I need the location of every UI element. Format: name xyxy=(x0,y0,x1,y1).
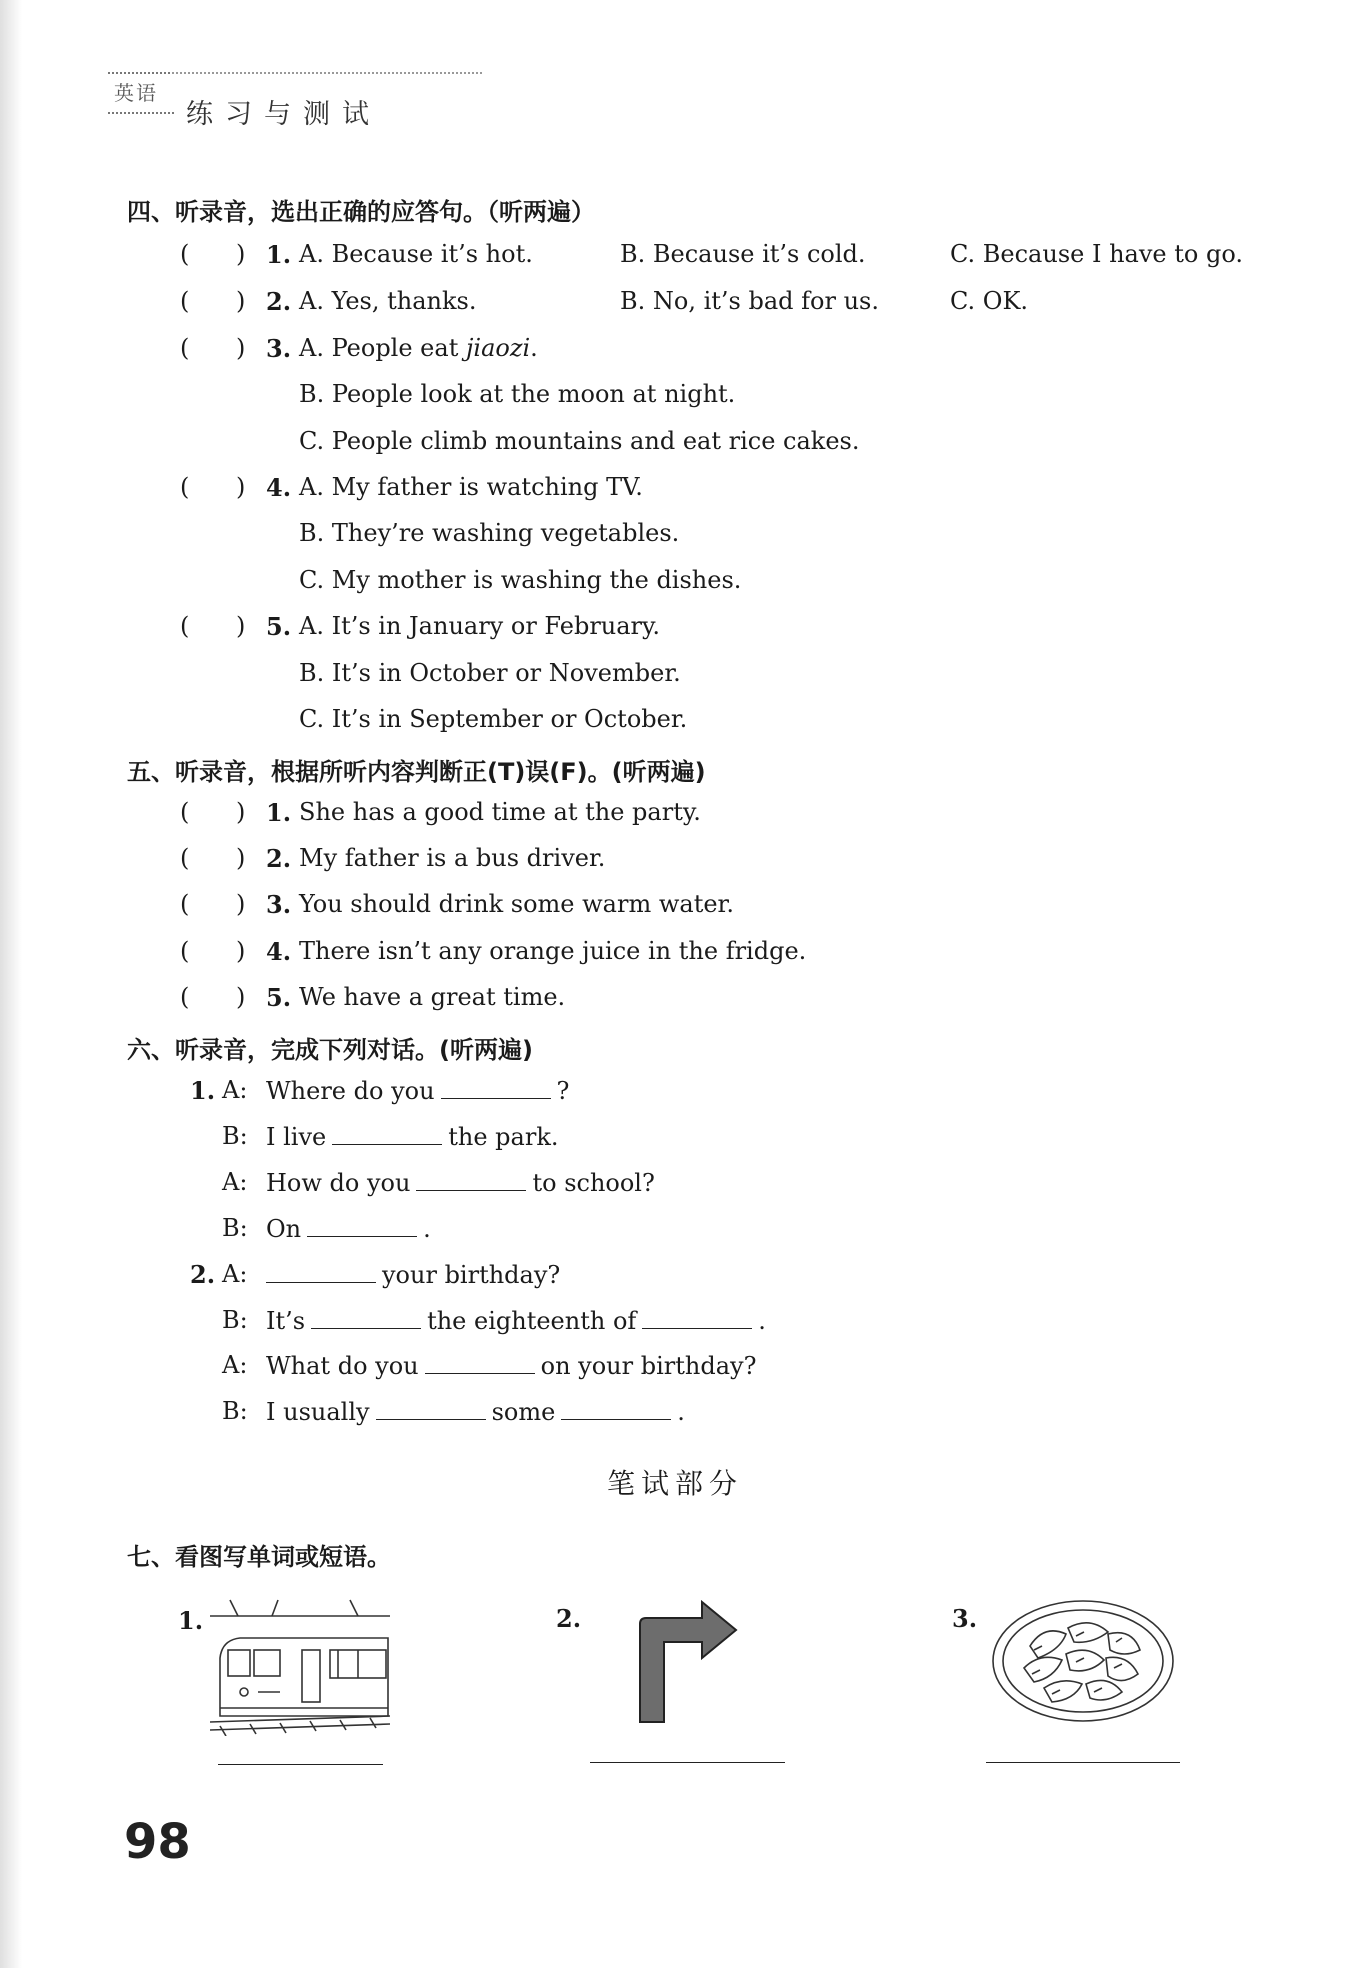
option-c: C. People climb mountains and eat rice cakes. xyxy=(299,427,860,455)
speaker: B: xyxy=(222,1122,248,1150)
section4-title: 四、听录音，选出正确的应答句。（听两遍） xyxy=(127,198,595,226)
option-a: A. My father is watching TV. xyxy=(299,473,643,501)
item-number: 4. xyxy=(266,937,292,966)
item-number: 4. xyxy=(266,473,292,502)
option-b: B. They’re washing vegetables. xyxy=(299,519,680,547)
speaker: A: xyxy=(222,1076,248,1104)
speaker: A: xyxy=(222,1168,248,1196)
statement: We have a great time. xyxy=(299,983,566,1011)
item-number: 2. xyxy=(266,844,292,873)
dialogue-line: It’s the eighteenth of . xyxy=(266,1307,766,1335)
item-number: 5. xyxy=(266,983,292,1012)
statement: There isn’t any orange juice in the fridge. xyxy=(299,937,807,965)
answer-blank[interactable]: ( ) xyxy=(180,983,246,1011)
speaker: B: xyxy=(222,1306,248,1334)
answer-blank[interactable]: ( ) xyxy=(180,334,246,362)
statement: My father is a bus driver. xyxy=(299,844,606,872)
dialogue-number: 2. xyxy=(190,1260,216,1289)
speaker: B: xyxy=(222,1214,248,1242)
answer-blank[interactable]: ( ) xyxy=(180,844,246,872)
book-title: 练习与测试 xyxy=(186,99,381,130)
fill-blank[interactable] xyxy=(416,1168,526,1191)
subway-train-image xyxy=(210,1596,390,1736)
speaker: B: xyxy=(222,1397,248,1425)
option-a: A. It’s in January or February. xyxy=(299,612,661,640)
answer-blank[interactable]: ( ) xyxy=(180,937,246,965)
item-number: 3. xyxy=(266,334,292,363)
item-number: 2. xyxy=(266,287,292,316)
fill-blank[interactable] xyxy=(425,1351,535,1374)
answer-blank[interactable]: ( ) xyxy=(180,612,246,640)
option-a: A. Yes, thanks. xyxy=(299,287,477,315)
page-number: 98 xyxy=(124,1814,191,1870)
option-b: B. It’s in October or November. xyxy=(299,659,681,687)
answer-blank[interactable]: ( ) xyxy=(180,240,246,268)
dialogue-line: I usually some . xyxy=(266,1398,685,1426)
option-c: C. My mother is washing the dishes. xyxy=(299,566,742,594)
option-c: C. Because I have to go. xyxy=(950,240,1243,268)
speaker: A: xyxy=(222,1351,248,1379)
answer-blank[interactable]: ( ) xyxy=(180,798,246,826)
picture-number-1: 1. xyxy=(178,1606,204,1635)
picture-number-3: 3. xyxy=(952,1604,978,1633)
written-part-title: 笔试部分 xyxy=(606,1467,743,1500)
answer-line-1[interactable] xyxy=(218,1764,383,1765)
dialogue-line: How do you to school? xyxy=(266,1169,655,1197)
dialogue-number: 1. xyxy=(190,1076,216,1105)
fill-blank[interactable] xyxy=(266,1260,376,1283)
dialogue-line: Where do you ? xyxy=(266,1077,570,1105)
answer-line-3[interactable] xyxy=(986,1762,1180,1763)
header-dotted-rule xyxy=(172,72,482,74)
item-number: 5. xyxy=(266,612,292,641)
answer-blank[interactable]: ( ) xyxy=(180,287,246,315)
dumplings-plate-image xyxy=(990,1598,1176,1724)
turn-right-arrow-image xyxy=(632,1600,742,1725)
picture-number-2: 2. xyxy=(556,1604,582,1633)
option-c: C. OK. xyxy=(950,287,1028,315)
option-b: B. Because it’s cold. xyxy=(620,240,866,268)
fill-blank[interactable] xyxy=(307,1214,417,1237)
option-c: C. It’s in September or October. xyxy=(299,705,688,733)
answer-blank[interactable]: ( ) xyxy=(180,473,246,501)
fill-blank[interactable] xyxy=(441,1076,551,1099)
answer-blank[interactable]: ( ) xyxy=(180,890,246,918)
section6-title: 六、听录音，完成下列对话。(听两遍) xyxy=(127,1036,533,1064)
fill-blank[interactable] xyxy=(376,1397,486,1420)
dialogue-line: I live the park. xyxy=(266,1123,559,1151)
statement: You should drink some warm water. xyxy=(299,890,735,918)
item-number: 1. xyxy=(266,240,292,269)
answer-line-2[interactable] xyxy=(590,1762,785,1763)
option-b: B. No, it’s bad for us. xyxy=(620,287,879,315)
section5-title: 五、听录音，根据所听内容判断正(T)误(F)。(听两遍) xyxy=(127,758,706,786)
fill-blank[interactable] xyxy=(561,1397,671,1420)
statement: She has a good time at the party. xyxy=(299,798,701,826)
section7-title: 七、看图写单词或短语。 xyxy=(127,1543,391,1571)
fill-blank[interactable] xyxy=(311,1306,421,1329)
dialogue-line: On . xyxy=(266,1215,431,1243)
option-a: A. People eat jiaozi. xyxy=(299,334,538,362)
option-a: A. Because it’s hot. xyxy=(299,240,533,268)
dialogue-line: your birthday? xyxy=(266,1260,560,1289)
item-number: 3. xyxy=(266,890,292,919)
item-number: 1. xyxy=(266,798,292,827)
subject-label: 英语 xyxy=(108,72,174,114)
speaker: A: xyxy=(222,1260,248,1288)
option-b: B. People look at the moon at night. xyxy=(299,380,736,408)
fill-blank[interactable] xyxy=(642,1306,752,1329)
fill-blank[interactable] xyxy=(332,1122,442,1145)
dialogue-line: What do you on your birthday? xyxy=(266,1352,757,1380)
